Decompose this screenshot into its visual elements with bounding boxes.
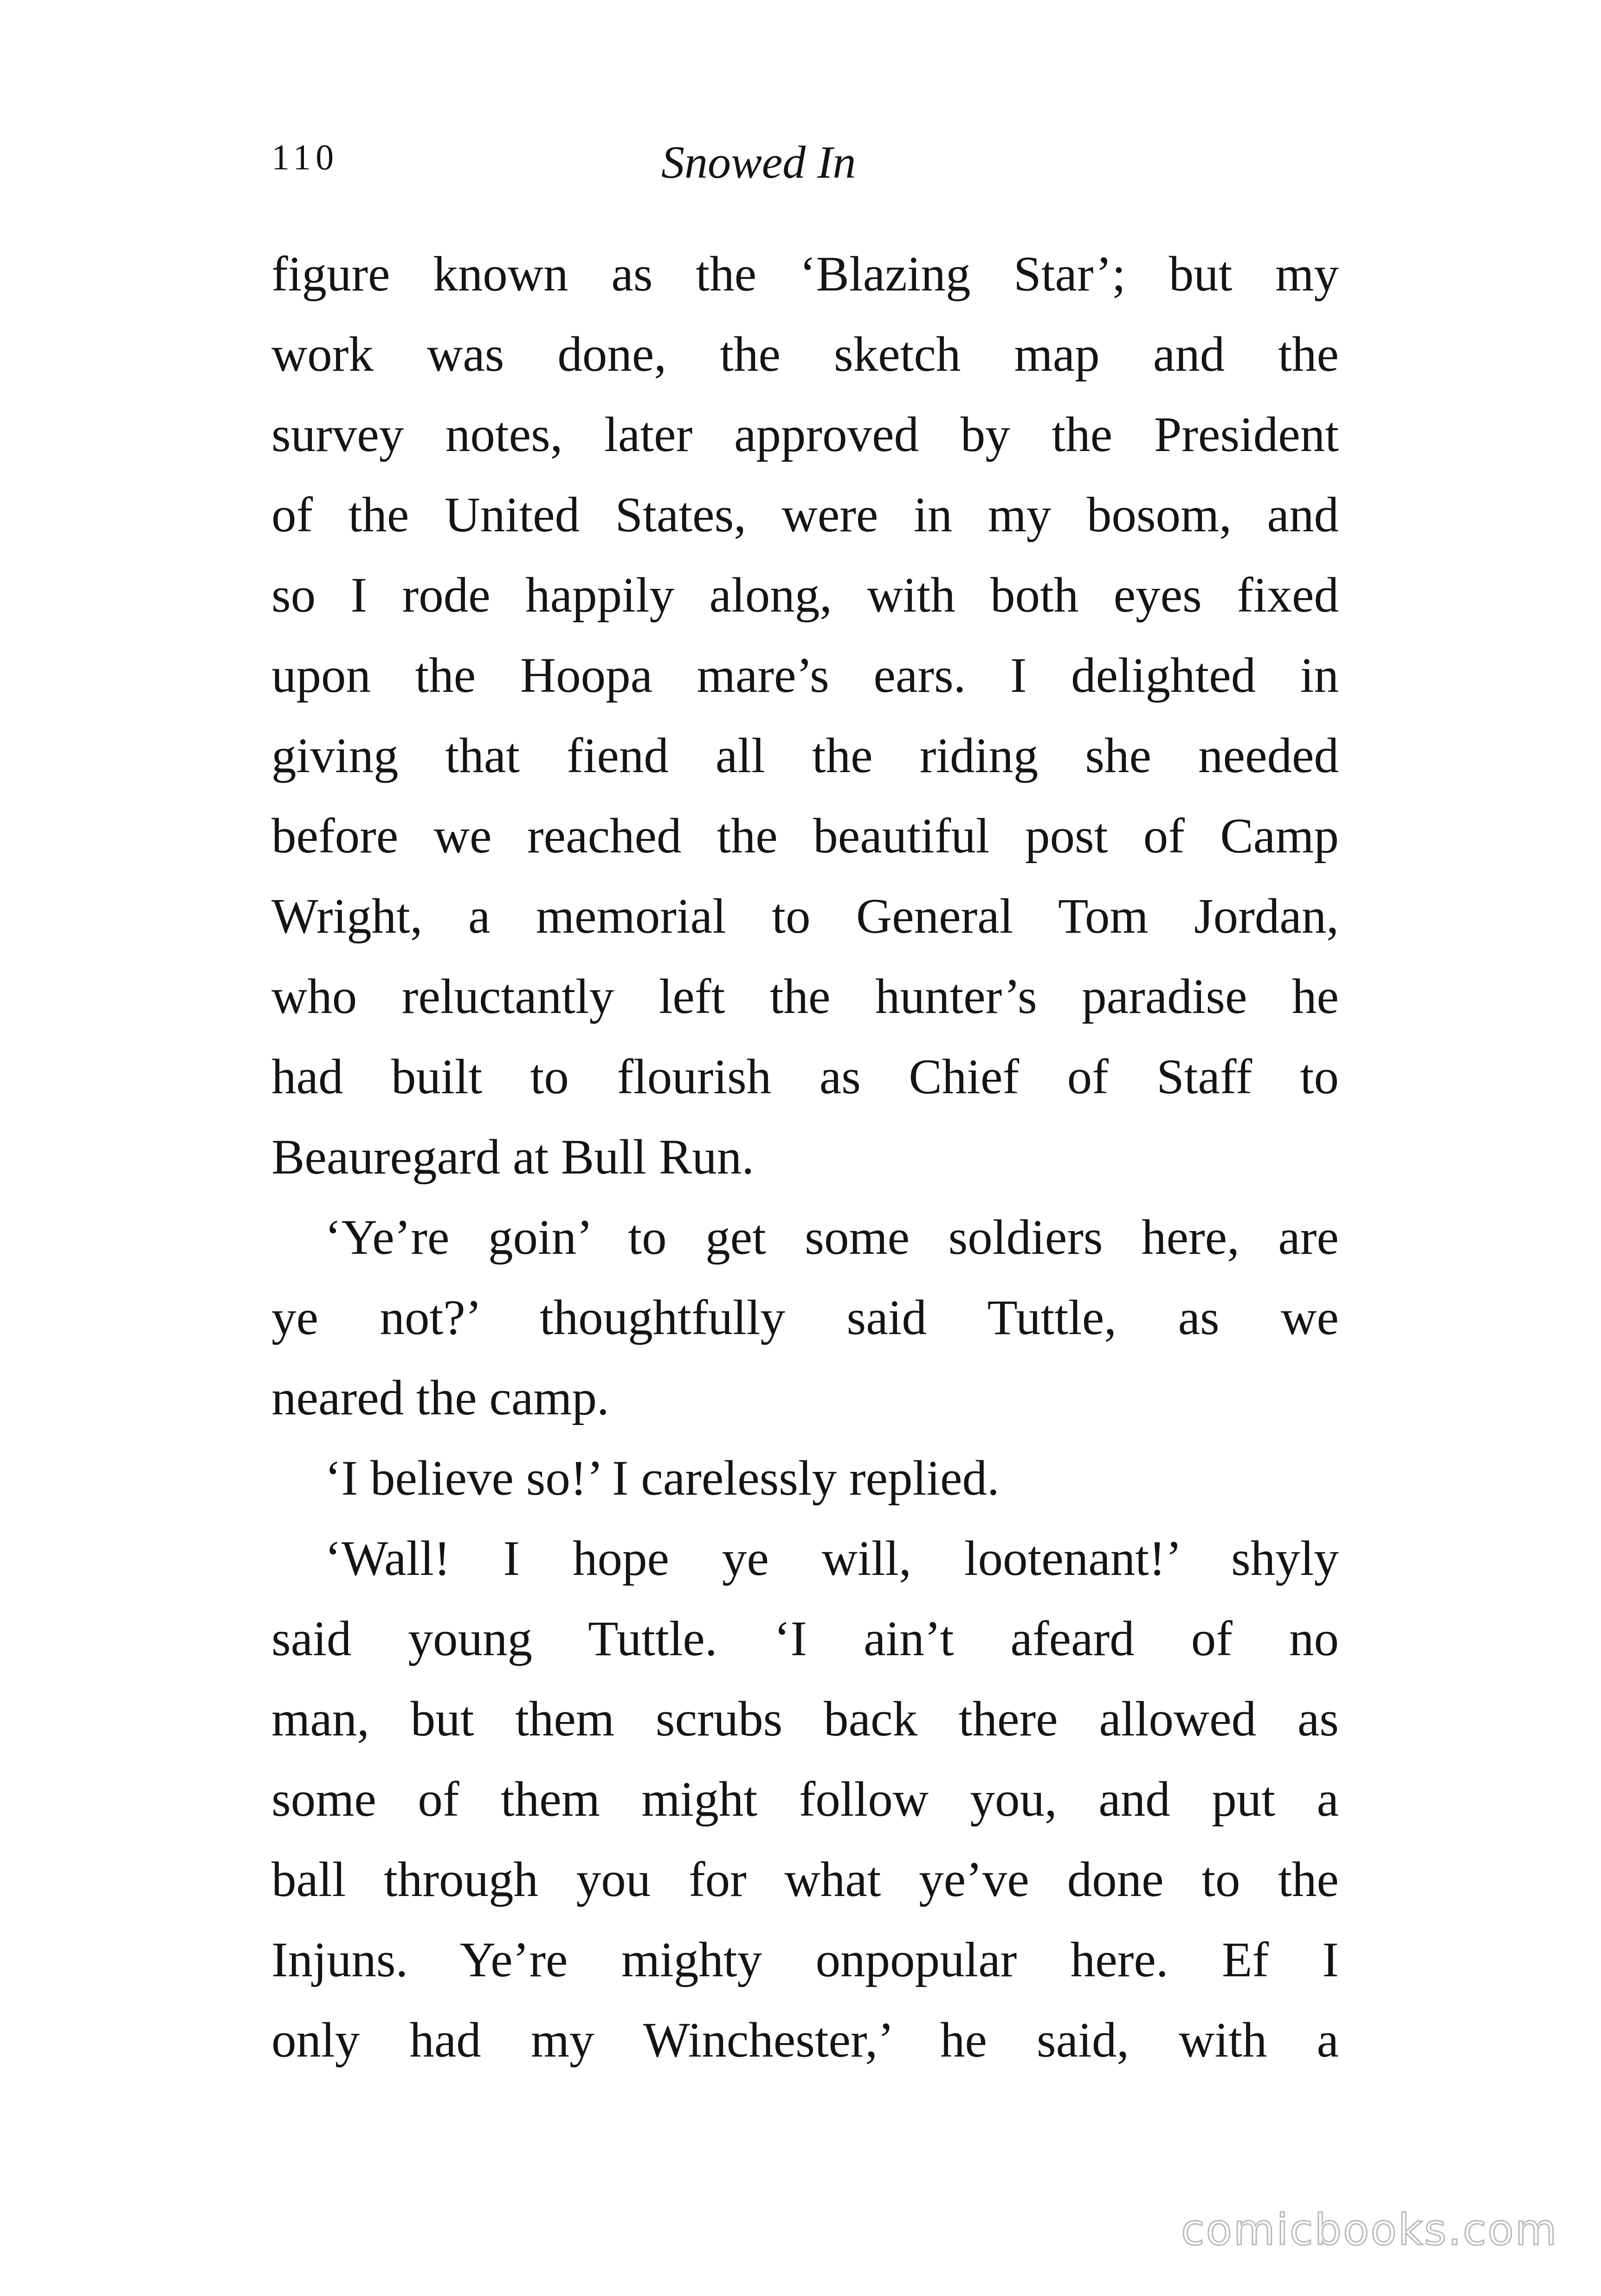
text-line: ‘Wall! I hope ye will, lootenant!’ shyly xyxy=(325,1531,1339,1586)
text-line: who reluctantly left the hunter’s paradise he xyxy=(271,969,1339,1024)
text-line: man, but them scrubs back there allowed as xyxy=(271,1692,1339,1747)
text-line: ball through you for what ye’ve done to the xyxy=(271,1852,1339,1907)
text-line: ye not?’ thoughtfully said Tuttle, as we xyxy=(271,1290,1339,1345)
text-line: work was done, the sketch map and the xyxy=(271,327,1339,382)
body-text xyxy=(271,234,1339,2081)
text-line: so I rode happily along, with both eyes fixed xyxy=(271,568,1339,623)
page-number: 110 xyxy=(271,137,339,177)
text-line: ‘Ye’re goin’ to get some soldiers here, are xyxy=(325,1210,1339,1265)
text-line: Injuns. Ye’re mighty onpopular here. Ef I xyxy=(271,1933,1339,1987)
text-line: had built to flourish as Chief of Staff to xyxy=(271,1050,1339,1104)
text-line: ‘I believe so!’ I carelessly replied. xyxy=(325,1451,1000,1506)
watermark: comicbooks.com xyxy=(1181,2205,1558,2255)
text-line: figure known as the ‘Blazing Star’; but my xyxy=(271,247,1339,302)
text-line: said young Tuttle. ‘I ain’t afeard of no xyxy=(271,1612,1339,1666)
text-line: neared the camp. xyxy=(271,1371,609,1425)
text-line: Wright, a memorial to General Tom Jordan, xyxy=(271,889,1339,944)
text-line: only had my Winchester,’ he said, with a xyxy=(271,2013,1339,2068)
text-line: of the United States, were in my bosom, and xyxy=(271,488,1339,542)
text-line: survey notes, later approved by the President xyxy=(271,407,1339,462)
running-title: Snowed In xyxy=(661,136,856,188)
text-line: some of them might follow you, and put a xyxy=(271,1772,1339,1827)
text-line: Beauregard at Bull Run. xyxy=(271,1130,755,1185)
text-line: upon the Hoopa mare’s ears. I delighted in xyxy=(271,648,1339,703)
text-line: giving that fiend all the riding she needed xyxy=(271,729,1339,783)
text-line: before we reached the beautiful post of Camp xyxy=(271,809,1339,864)
